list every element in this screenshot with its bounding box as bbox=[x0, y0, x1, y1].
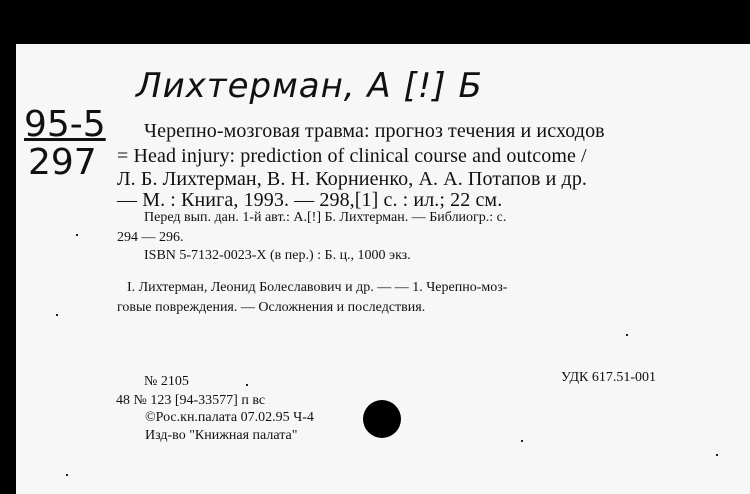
footer-line-2: 48 № 123 [94-33577] п вс bbox=[116, 393, 266, 408]
footer-line-3: ©Рос.кн.палата 07.02.95 Ч-4 bbox=[145, 410, 314, 425]
speck bbox=[246, 384, 248, 386]
subject-line-1: I. Лихтерман, Леонид Болеславович и др. — — 1. Черепно-моз- bbox=[127, 280, 508, 295]
note-line-1: Перед вып. дан. 1-й авт.: А.[!] Б. Лихтерман. — Библиогр.: с. bbox=[144, 210, 507, 225]
speck bbox=[626, 334, 628, 336]
shelfmark-bottom: 297 bbox=[28, 142, 97, 183]
title-line-4: — М. : Книга, 1993. — 298,[1] с. : ил.; 22 см. bbox=[117, 189, 503, 211]
speck bbox=[56, 314, 58, 316]
subject-line-2: говые повреждения. — Осложнения и последствия. bbox=[117, 300, 426, 315]
title-line-3: Л. Б. Лихтерман, В. Н. Корниенко, А. А. Потапов и др. bbox=[117, 168, 588, 190]
title-line-2: = Head injury: prediction of clinical course and outcome / bbox=[117, 145, 587, 167]
card-number: № 2105 bbox=[144, 374, 189, 389]
punch-hole bbox=[363, 400, 401, 438]
speck bbox=[521, 440, 523, 442]
speck bbox=[66, 474, 68, 476]
note-line-2: 294 — 296. bbox=[117, 230, 184, 245]
shelfmark-top: 95-5 bbox=[24, 104, 106, 145]
udk-code: УДК 617.51-001 bbox=[561, 370, 657, 385]
footer-line-4: Изд-во "Книжная палата" bbox=[145, 428, 298, 443]
catalog-card bbox=[16, 44, 750, 494]
speck bbox=[716, 454, 718, 456]
isbn-line: ISBN 5-7132-0023-X (в пер.) : Б. ц., 1000 экз. bbox=[144, 248, 411, 263]
speck bbox=[76, 234, 78, 236]
handwritten-author: Лихтерман, А [!] Б bbox=[136, 66, 483, 106]
title-line-1: Черепно-мозговая травма: прогноз течения и исходов bbox=[144, 120, 605, 142]
